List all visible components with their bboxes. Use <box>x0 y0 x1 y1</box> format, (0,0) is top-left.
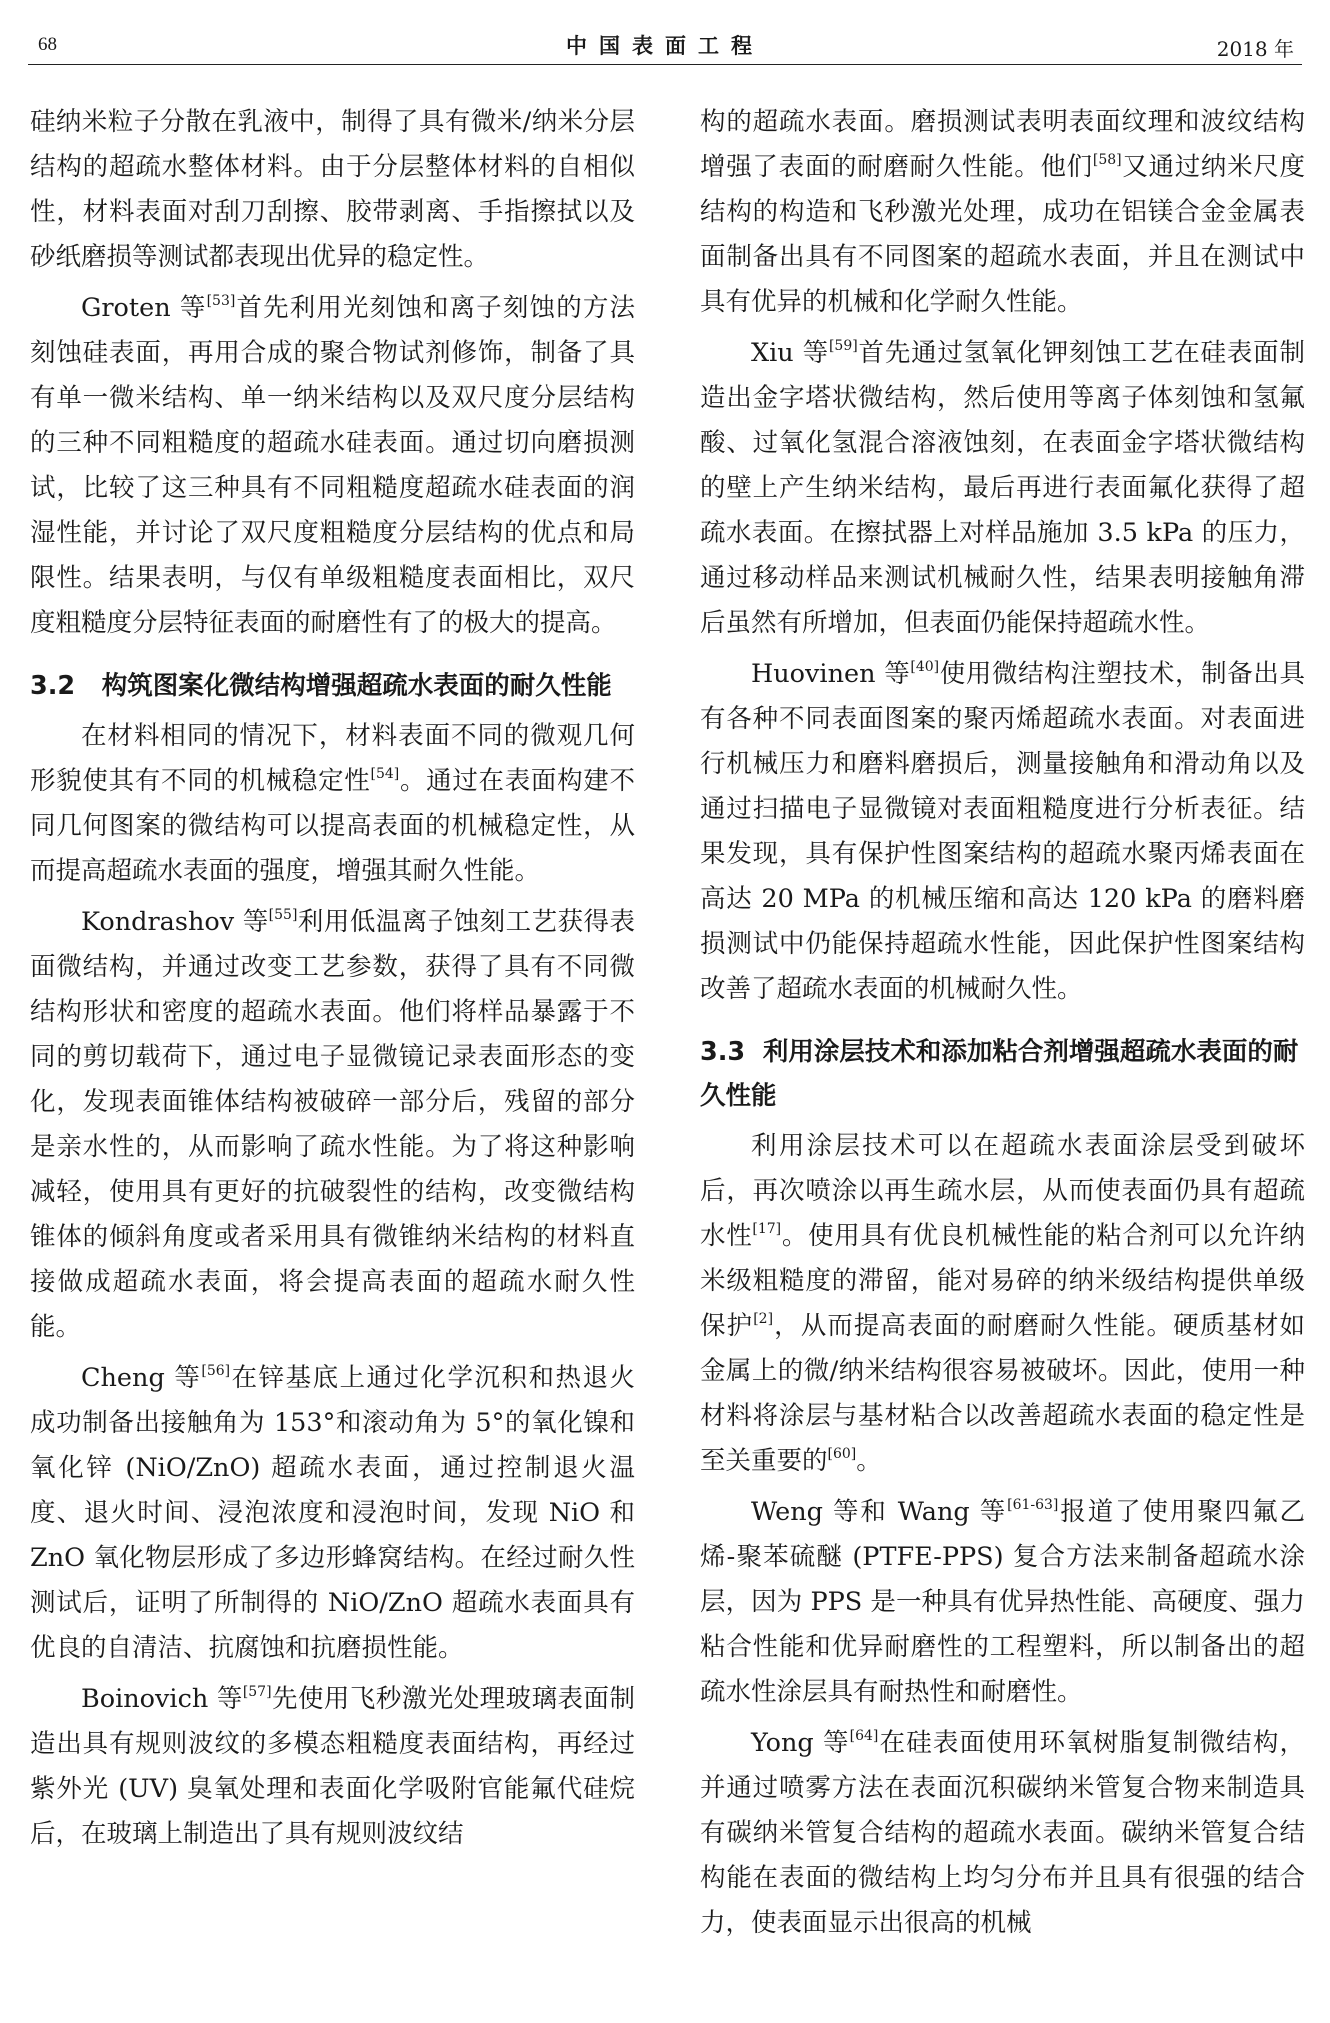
citation-ref: [54] <box>370 766 400 782</box>
body-paragraph: Groten 等[53]首先利用光刻蚀和离子刻蚀的方法刻蚀硅表面，再用合成的聚合物试剂修饰，制备了具有单一微米结构、单一纳米结构以及双尺度分层结构的三种不同粗糙度的超疏水硅表面。通过切向磨损测试，比较了这三种具有不同粗糙度超疏水硅表面的润湿性能，并讨论了双尺度粗糙度分层结构的优点和局限性。结果表明，与仅有单级粗糙度表面相比，双尺度粗糙度分层特征表面的耐磨性有了的极大的提高。 <box>30 293 635 638</box>
body-paragraph: 硅纳米粒子分散在乳液中，制得了具有微米/纳米分层结构的超疏水整体材料。由于分层整体材料的自相似性，材料表面对刮刀刮擦、胶带剥离、手指擦拭以及砂纸磨损等测试都表现出优异的稳定性。 <box>30 107 635 272</box>
section-heading: 3.2 构筑图案化微结构增强超疏水表面的耐久性能 <box>30 671 612 701</box>
citation-ref: [64] <box>849 1728 879 1744</box>
citation-ref: [17] <box>752 1221 782 1237</box>
citation-ref: [40] <box>910 659 940 675</box>
page-header <box>28 28 1302 62</box>
publication-year: 2018 年 <box>1216 37 1294 61</box>
citation-ref: [60] <box>827 1446 857 1462</box>
body-paragraph: Boinovich 等[57]先使用飞秒激光处理玻璃表面制造出具有规则波纹的多模态粗糙度表面结构，再经过紫外光 (UV) 臭氧处理和表面化学吸附官能氟代硅烷后，在玻璃上制造出了具有规则波纹结 <box>30 1684 635 1849</box>
page-number: 68 <box>38 34 57 55</box>
citation-ref: [53] <box>206 293 236 309</box>
citation-ref: [2] <box>753 1311 774 1327</box>
journal-title: 中国表面工程 <box>566 33 764 58</box>
citation-ref: [56] <box>201 1363 231 1379</box>
body-paragraph: Weng 等和 Wang 等[61-63]报道了使用聚四氟乙烯-聚苯硫醚 (PTFE-PPS) 复合方法来制备超疏水涂层，因为 PPS 是一种具有优异热性能、高硬度、强力粘合性能和优异耐磨性的工程塑料，所以制备出的超疏水性涂层具有耐热性和耐磨性。 <box>700 1497 1305 1707</box>
body-paragraph: Cheng 等[56]在锌基底上通过化学沉积和热退火成功制备出接触角为 153°和滚动角为 5°的氧化镍和氧化锌 (NiO/ZnO) 超疏水表面，通过控制退火温度、退火时间、浸泡浓度和浸泡时间，发现 NiO 和 ZnO 氧化物层形成了多边形蜂窝结构。在经过耐久性测试后，证明了所制得的 NiO/ZnO 超疏水表面具有优良的自清洁、抗腐蚀和抗磨损性能。 <box>30 1363 635 1663</box>
body-paragraph: 利用涂层技术可以在超疏水表面涂层受到破坏后，再次喷涂以再生疏水层，从而使表面仍具有超疏水性[17]。使用具有优良机械性能的粘合剂可以允许纳米级粗糙度的滞留，能对易碎的纳米级结构提供单级保护[2]，从而提高表面的耐磨耐久性能。硬质基材如金属上的微/纳米结构很容易被破坏。因此，使用一种材料将涂层与基材粘合以改善超疏水表面的稳定性是至关重要的[60]。 <box>700 1131 1305 1476</box>
body-paragraph: 在材料相同的情况下，材料表面不同的微观几何形貌使其有不同的机械稳定性[54]。通过在表面构建不同几何图案的微结构可以提高表面的机械稳定性，从而提高超疏水表面的强度，增强其耐久性能。 <box>30 721 635 886</box>
body-paragraph: Xiu 等[59]首先通过氢氧化钾刻蚀工艺在硅表面制造出金字塔状微结构，然后使用等离子体刻蚀和氢氟酸、过氧化氢混合溶液蚀刻，在表面金字塔状微结构的壁上产生纳米结构，最后再进行表面氟化获得了超疏水表面。在擦拭器上对样品施加 3.5 kPa 的压力，通过移动样品来测试机械耐久性，结果表明接触角滞后虽然有所增加，但表面仍能保持超疏水性。 <box>700 338 1305 638</box>
body-paragraph: Yong 等[64]在硅表面使用环氧树脂复制微结构，并通过喷雾方法在表面沉积碳纳米管复合物来制造具有碳纳米管复合结构的超疏水表面。碳纳米管复合结构能在表面的微结构上均匀分布并且具有很强的结合力，使表面显示出很高的机械 <box>700 1728 1305 1938</box>
left-column <box>30 100 635 1863</box>
body-paragraph: Huovinen 等[40]使用微结构注塑技术，制备出具有各种不同表面图案的聚丙烯超疏水表面。对表面进行机械压力和磨料磨损后，测量接触角和滑动角以及通过扫描电子显微镜对表面粗糙度进行分析表征。结果发现，具有保护性图案结构的超疏水聚丙烯表面在高达 20 MPa 的机械压缩和高达 120 kPa 的磨料磨损测试中仍能保持超疏水性能，因此保护性图案结构改善了超疏水表面的机械耐久性。 <box>700 659 1305 1004</box>
citation-ref: [55] <box>268 907 298 923</box>
body-paragraph: 构的超疏水表面。磨损测试表明表面纹理和波纹结构增强了表面的耐磨耐久性能。他们[58]又通过纳米尺度结构的构造和飞秒激光处理，成功在铝镁合金金属表面制备出具有不同图案的超疏水表面，并且在测试中具有优异的机械和化学耐久性能。 <box>700 107 1305 317</box>
citation-ref: [57] <box>242 1684 272 1700</box>
section-heading: 3.3 利用涂层技术和添加粘合剂增强超疏水表面的耐久性能 <box>700 1037 1299 1111</box>
citation-ref: [59] <box>828 338 858 354</box>
citation-ref: [58] <box>1092 152 1122 168</box>
right-column <box>700 100 1305 1952</box>
citation-ref: [61-63] <box>1007 1497 1059 1513</box>
header-rule <box>28 64 1302 65</box>
body-paragraph: Kondrashov 等[55]利用低温离子蚀刻工艺获得表面微结构，并通过改变工艺参数，获得了具有不同微结构形状和密度的超疏水表面。他们将样品暴露于不同的剪切载荷下，通过电子显微镜记录表面形态的变化，发现表面锥体结构被破碎一部分后，残留的部分是亲水性的，从而影响了疏水性能。为了将这种影响减轻，使用具有更好的抗破裂性的结构，改变微结构锥体的倾斜角度或者采用具有微锥纳米结构的材料直接做成超疏水表面，将会提高表面的超疏水耐久性能。 <box>30 907 635 1342</box>
